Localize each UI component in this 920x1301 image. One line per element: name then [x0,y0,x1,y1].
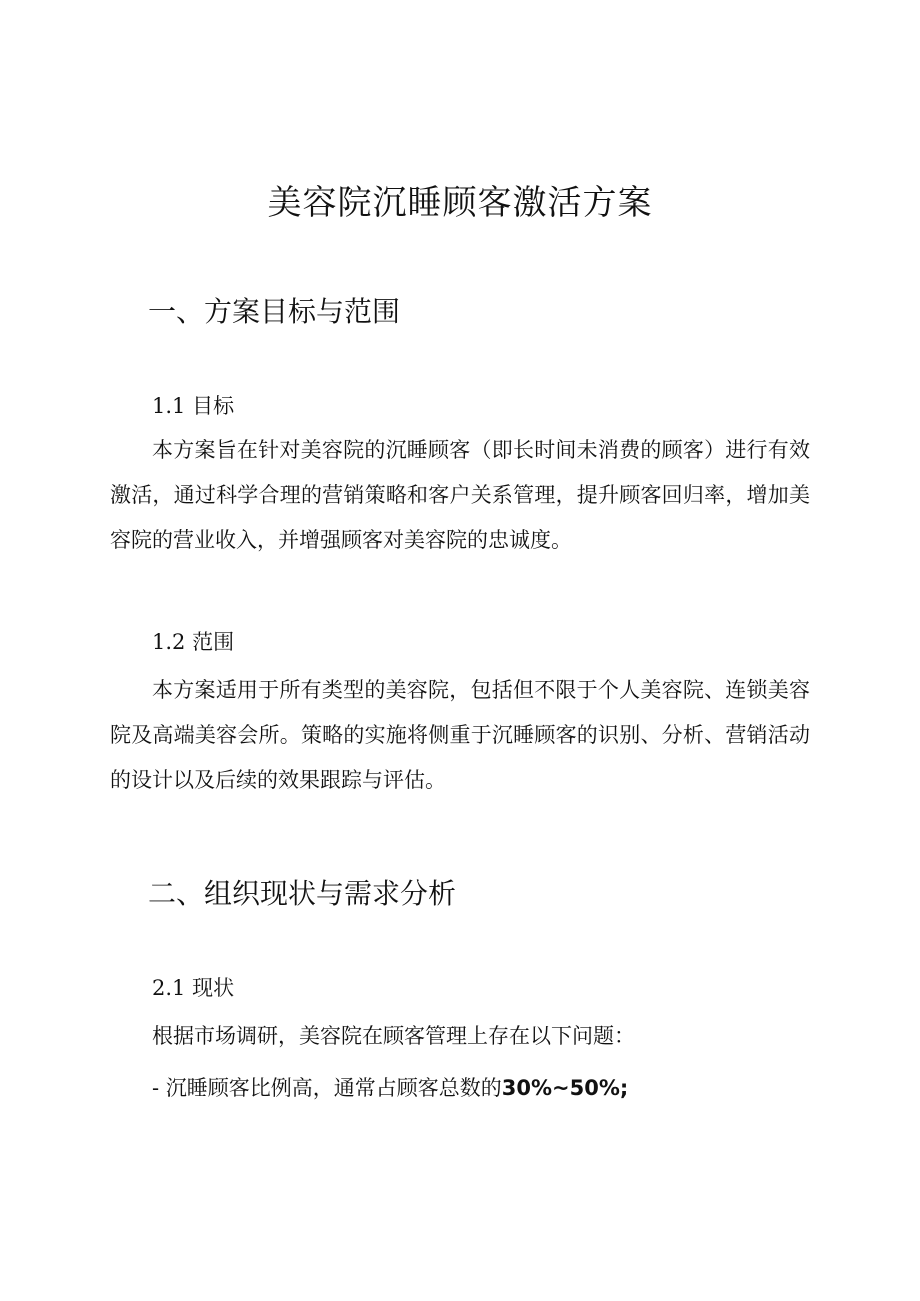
paragraph-status-intro: 根据市场调研，美容院在顾客管理上存在以下问题： [152,1024,635,1048]
bullet-item-text: - 沉睡顾客比例高，通常占顾客总数的 [152,1076,502,1100]
section-heading-1: 一、方案目标与范围 [148,295,401,328]
section-heading-2: 二、组织现状与需求分析 [148,877,457,910]
subsection-heading-1-2: 1.2 范围 [152,630,235,654]
subsection-heading-1-1: 1.1 目标 [152,394,235,418]
subsection-heading-2-1: 2.1 现状 [152,976,235,1000]
document-title: 美容院沉睡顾客激活方案 [267,183,653,223]
paragraph-goal: 本方案旨在针对美容院的沉睡顾客（即长时间未消费的顾客）进行有效激活，通过科学合理的营销策略和客户关系管理，提升顾客回归率，增加美容院的营业收入，并增强顾客对美容院的忠诚度。 [110,438,810,552]
bullet-item [152,1073,628,1103]
paragraph-scope: 本方案适用于所有类型的美容院，包括但不限于个人美容院、连锁美容院及高端美容会所。策略的实施将侧重于沉睡顾客的识别、分析、营销活动的设计以及后续的效果跟踪与评估。 [110,678,810,792]
bullet-item-value: 30%~50%; [501,1076,629,1100]
